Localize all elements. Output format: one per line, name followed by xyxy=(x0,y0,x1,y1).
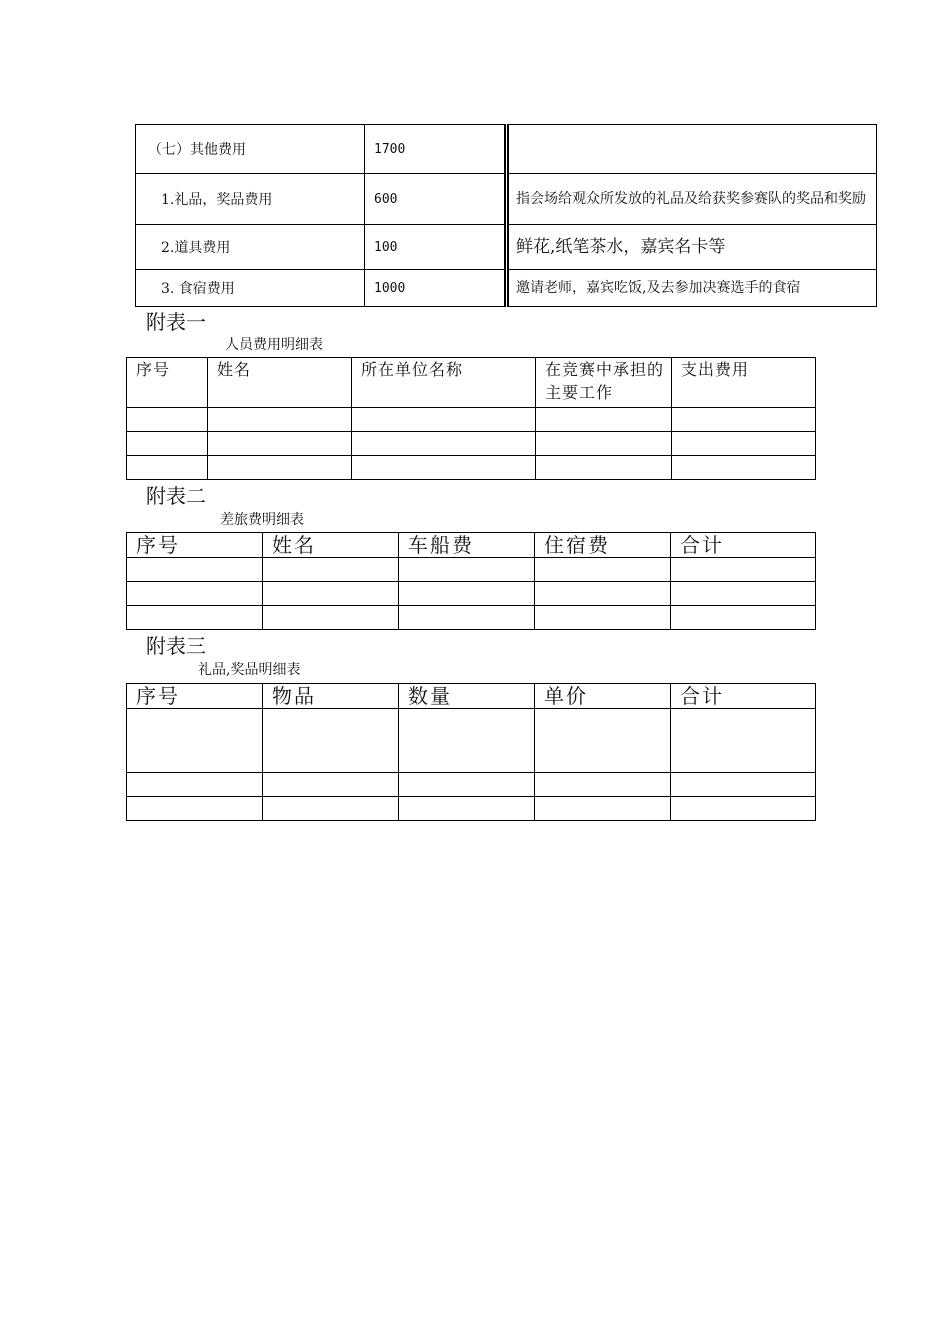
table-cell[interactable] xyxy=(399,709,535,773)
cost-item: 3. 食宿费用 xyxy=(136,270,365,307)
header-cell: 序号 xyxy=(127,358,208,408)
table-row xyxy=(127,582,816,606)
table-cell[interactable] xyxy=(535,558,671,582)
header-cell: 在竞赛中承担的主要工作 xyxy=(536,358,672,408)
table-row xyxy=(127,797,816,821)
header-cell: 车船费 xyxy=(399,533,535,558)
table-cell[interactable] xyxy=(127,709,263,773)
table-cell[interactable] xyxy=(535,709,671,773)
table-header-row xyxy=(127,358,816,408)
table-row xyxy=(136,225,877,270)
cost-note: 指会场给观众所发放的礼品及给获奖参赛队的奖品和奖励 xyxy=(507,174,877,225)
table-cell[interactable] xyxy=(352,456,536,480)
table-row xyxy=(127,456,816,480)
table-cell[interactable] xyxy=(671,773,816,797)
table-cell[interactable] xyxy=(208,432,352,456)
table-row xyxy=(127,408,816,432)
other-costs-table xyxy=(135,124,877,307)
header-cell: 单价 xyxy=(535,684,671,709)
table-cell[interactable] xyxy=(536,432,672,456)
table-cell[interactable] xyxy=(535,797,671,821)
header-cell: 合计 xyxy=(671,684,816,709)
table-cell[interactable] xyxy=(127,558,263,582)
table-cell[interactable] xyxy=(535,582,671,606)
table-cell[interactable] xyxy=(536,408,672,432)
table-cell[interactable] xyxy=(127,606,263,630)
table-row xyxy=(127,432,816,456)
cost-amount: 1000 xyxy=(365,270,507,307)
table-cell[interactable] xyxy=(536,456,672,480)
table-cell[interactable] xyxy=(352,432,536,456)
table-cell[interactable] xyxy=(671,582,816,606)
table-cell[interactable] xyxy=(127,773,263,797)
table-cell[interactable] xyxy=(127,432,208,456)
table-row xyxy=(136,270,877,307)
table-cell[interactable] xyxy=(671,709,816,773)
appendix2-label: 附表二 xyxy=(146,484,206,508)
travel-cost-table xyxy=(126,532,816,630)
gift-prize-table xyxy=(126,683,816,821)
header-cell: 序号 xyxy=(127,533,263,558)
header-cell: 合计 xyxy=(671,533,816,558)
table-cell[interactable] xyxy=(263,773,399,797)
appendix3-caption: 礼品,奖品明细表 xyxy=(198,662,301,678)
appendix1-caption: 人员费用明细表 xyxy=(225,337,323,353)
appendix3-label: 附表三 xyxy=(146,634,206,658)
header-cell: 姓名 xyxy=(263,533,399,558)
table-row xyxy=(127,709,816,773)
table-cell[interactable] xyxy=(263,606,399,630)
table-cell[interactable] xyxy=(399,558,535,582)
cost-note: 邀请老师，嘉宾吃饭,及去参加决赛选手的食宿 xyxy=(507,270,877,307)
header-cell: 姓名 xyxy=(208,358,352,408)
table-cell[interactable] xyxy=(672,432,816,456)
table-cell[interactable] xyxy=(208,456,352,480)
table-cell[interactable] xyxy=(263,797,399,821)
table-cell[interactable] xyxy=(263,558,399,582)
appendix1-label: 附表一 xyxy=(146,310,206,334)
table-cell[interactable] xyxy=(263,582,399,606)
table-row xyxy=(136,125,877,174)
table-cell[interactable] xyxy=(671,606,816,630)
table-cell[interactable] xyxy=(399,606,535,630)
cost-amount: 1700 xyxy=(365,125,507,174)
table-row xyxy=(127,606,816,630)
cost-note xyxy=(507,125,877,174)
table-cell[interactable] xyxy=(127,408,208,432)
table-cell[interactable] xyxy=(535,773,671,797)
cost-note: 鲜花,纸笔茶水，嘉宾名卡等 xyxy=(507,225,877,270)
header-cell: 支出费用 xyxy=(672,358,816,408)
cost-item: 2.道具费用 xyxy=(136,225,365,270)
table-cell[interactable] xyxy=(127,582,263,606)
table-cell[interactable] xyxy=(672,456,816,480)
cost-item: （七）其他费用 xyxy=(136,125,365,174)
personnel-cost-table xyxy=(126,357,816,480)
header-cell: 物品 xyxy=(263,684,399,709)
cost-item: 1.礼品，奖品费用 xyxy=(136,174,365,225)
table-cell[interactable] xyxy=(672,408,816,432)
table-cell[interactable] xyxy=(208,408,352,432)
cost-amount: 100 xyxy=(365,225,507,270)
table-cell[interactable] xyxy=(399,773,535,797)
table-header-row xyxy=(127,533,816,558)
table-cell[interactable] xyxy=(671,797,816,821)
table-cell[interactable] xyxy=(263,709,399,773)
appendix2-caption: 差旅费明细表 xyxy=(220,512,304,528)
cost-amount: 600 xyxy=(365,174,507,225)
table-header-row xyxy=(127,684,816,709)
table-row xyxy=(127,558,816,582)
table-cell[interactable] xyxy=(535,606,671,630)
table-cell[interactable] xyxy=(127,797,263,821)
table-cell[interactable] xyxy=(671,558,816,582)
table-cell[interactable] xyxy=(352,408,536,432)
header-cell: 所在单位名称 xyxy=(352,358,536,408)
table-cell[interactable] xyxy=(399,797,535,821)
table-row xyxy=(127,773,816,797)
header-cell: 序号 xyxy=(127,684,263,709)
header-cell: 数量 xyxy=(399,684,535,709)
table-cell[interactable] xyxy=(127,456,208,480)
table-row xyxy=(136,174,877,225)
header-cell: 住宿费 xyxy=(535,533,671,558)
table-cell[interactable] xyxy=(399,582,535,606)
